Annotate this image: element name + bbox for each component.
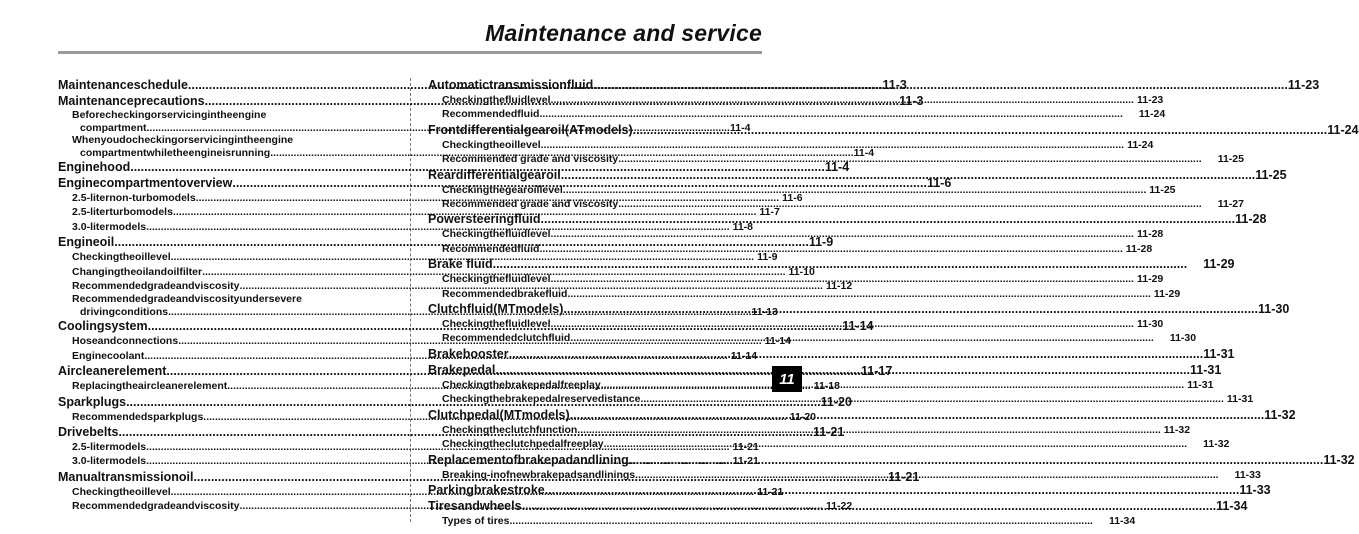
toc-subentry-cp-function[interactable]: Checkingtheclutchfunction ..... 11-32	[428, 423, 764, 437]
toc-subentry-recommended-grade[interactable]: Recommendedgradeandviscosity ..... 11-12	[58, 279, 380, 293]
page-title: Maintenance and service	[485, 20, 762, 46]
toc-subentry-coolant[interactable]: Enginecoolant ..... 11-14	[58, 349, 380, 363]
toc-subentry-at-checking[interactable]: Checkingthefluidlevel ..... 11-23	[428, 93, 764, 107]
toc-entry-spark-plugs[interactable]: Sparkplugs ..... 11-20	[58, 394, 380, 410]
toc-subentry-rd-checking[interactable]: Checkingthegearoillevel ..... 11-25	[428, 183, 764, 197]
toc-subentry-replacing-air-cleaner[interactable]: Replacingtheaircleanerelement ..... 11-18	[58, 379, 380, 393]
toc-entry-power-steering-fluid[interactable]: Powersteeringfluid ..... 11-28	[428, 211, 764, 227]
toc-subentry-recommended-spark-plugs[interactable]: Recommendedsparkplugs ..... 11-20	[58, 410, 380, 424]
toc-subentry-cf-recommended[interactable]: Recommendedclutchfluid ..... 11-30	[428, 331, 764, 345]
toc-entry-brake-booster[interactable]: Brakebooster ..... 11-31	[428, 346, 764, 362]
toc-subentry-mt-checking[interactable]: Checkingtheoillevel ..... 11-21	[58, 485, 380, 499]
toc-subentry-ps-checking[interactable]: Checkingthefluidlevel ..... 11-28	[428, 227, 764, 241]
toc-subentry-bf-checking[interactable]: Checkingthefluidlevel ..... 11-29	[428, 272, 764, 286]
toc-entry-parking-brake[interactable]: Parkingbrakestroke ..... 11-33	[428, 482, 764, 498]
toc-entry-drive-belts[interactable]: Drivebelts ..... 11-21	[58, 424, 380, 440]
toc-subentry-belts-2-5[interactable]: 2.5-litermodels ..... 11-21	[58, 440, 380, 454]
toc-entry-front-differential[interactable]: Frontdifferentialgearoil(ATmodels) ..... 11-24	[428, 122, 764, 138]
toc-entry-maintenance-precautions[interactable]: Maintenanceprecautions ..... 11-3	[58, 93, 380, 109]
toc-entry-brake-pads[interactable]: Replacementofbrakepadandlining ..... 11-32	[428, 452, 764, 468]
toc-subentry-fd-checking[interactable]: Checkingtheoillevel ..... 11-24	[428, 138, 764, 152]
toc-entry-brake-pedal[interactable]: Brakepedal ..... 11-31	[428, 362, 764, 378]
toc-subentry-non-turbo[interactable]: 2.5-liternon-turbomodels ..... 11-6	[58, 191, 380, 205]
toc-entry-rear-differential[interactable]: Reardifferentialgearoil ..... 11-25	[428, 167, 764, 183]
toc-subentry-rd-recommended[interactable]: Recommended grade and viscosity ..... 11-27	[428, 197, 764, 211]
toc-entry-brake-fluid[interactable]: Brake fluid ..... 11-29	[428, 256, 764, 272]
chapter-tab[interactable]: 11	[772, 366, 802, 392]
header-rule	[58, 51, 762, 54]
toc-entry-clutch-pedal[interactable]: Clutchpedal(MTmodels) ..... 11-32	[428, 407, 764, 423]
toc-subentry-3-liter[interactable]: 3.0-litermodels ..... 11-8	[58, 220, 380, 234]
toc-subentry-ps-recommended[interactable]: Recommendedfluid ..... 11-28	[428, 242, 764, 256]
toc-subentry-belts-3-0[interactable]: 3.0-litermodels ..... 11-21	[58, 454, 380, 468]
toc-entry-engine-compartment-overview[interactable]: Enginecompartmentoverview ..... 11-6	[58, 175, 380, 191]
toc-subentry-hoses[interactable]: Hoseandconnections ..... 11-14	[58, 334, 380, 348]
toc-subentry-mt-recommended[interactable]: Recommendedgradeandviscosity ..... 11-22	[58, 499, 380, 513]
toc-subentry-turbo[interactable]: 2.5-literturbomodels ..... 11-7	[58, 205, 380, 219]
toc-subentry-bp-reserve[interactable]: Checkingthebrakepedalreservedistance ..... 11-31	[428, 392, 764, 406]
toc-entry-engine-oil[interactable]: Engineoil ..... 11-9	[58, 234, 380, 250]
toc-subentry-severe-conditions[interactable]: Recommendedgradeandviscosityundersevere drivingconditions ..... 11-13	[58, 293, 380, 318]
toc-subentry-cf-checking[interactable]: Checkingthefluidlevel ..... 11-30	[428, 317, 764, 331]
toc-subentry-changing-oil[interactable]: Changingtheoilandoilfilter ..... 11-10	[58, 265, 380, 279]
toc-subentry-bp-freeplay[interactable]: Checkingthebrakepedalfreeplay ..... 11-31	[428, 378, 764, 392]
toc-subentry-before-checking[interactable]: Beforecheckingorservicingintheengine compartment ..... 11-4	[58, 109, 380, 134]
toc-subentry-checking-oil-level[interactable]: Checkingtheoillevel ..... 11-9	[58, 250, 380, 264]
toc-subentry-breaking-in[interactable]: Breaking-inofnewbrakepadsandlinings ..... 11-33	[428, 468, 764, 482]
toc-subentry-fd-recommended[interactable]: Recommended grade and viscosity ..... 11-25	[428, 152, 764, 166]
toc-entry-clutch-fluid[interactable]: Clutchfluid(MTmodels) ..... 11-30	[428, 301, 764, 317]
toc-entry-maintenance-schedule[interactable]: Maintenanceschedule ..... 11-3	[58, 77, 380, 93]
toc-entry-automatic-transmission-fluid[interactable]: Automatictransmissionfluid ..... 11-23	[428, 77, 764, 93]
toc-subentry-when-checking[interactable]: Whenyoudocheckingorservicingintheengine compartmentwhiletheengineisrunning ..... 11-4	[58, 134, 380, 159]
toc-entry-manual-transmission-oil[interactable]: Manualtransmissionoil ..... 11-21	[58, 469, 380, 485]
toc-entry-engine-hood[interactable]: Enginehood ..... 11-4	[58, 159, 380, 175]
toc-entry-cooling-system[interactable]: Coolingsystem ..... 11-14	[58, 318, 380, 334]
toc-subentry-at-recommended[interactable]: Recommendedfluid ..... 11-24	[428, 107, 764, 121]
toc-entry-air-cleaner[interactable]: Aircleanerelement ..... 11-17	[58, 363, 380, 379]
toc-entry-tires-and-wheels[interactable]: Tiresandwheels ..... 11-34	[428, 498, 764, 514]
toc-subentry-tire-types[interactable]: Types of tires ..... 11-34	[428, 514, 764, 528]
toc-subentry-bf-recommended[interactable]: Recommendedbrakefluid ..... 11-29	[428, 287, 764, 301]
toc-subentry-cp-freeplay[interactable]: Checkingtheclutchpedalfreeplay ..... 11-32	[428, 437, 764, 451]
